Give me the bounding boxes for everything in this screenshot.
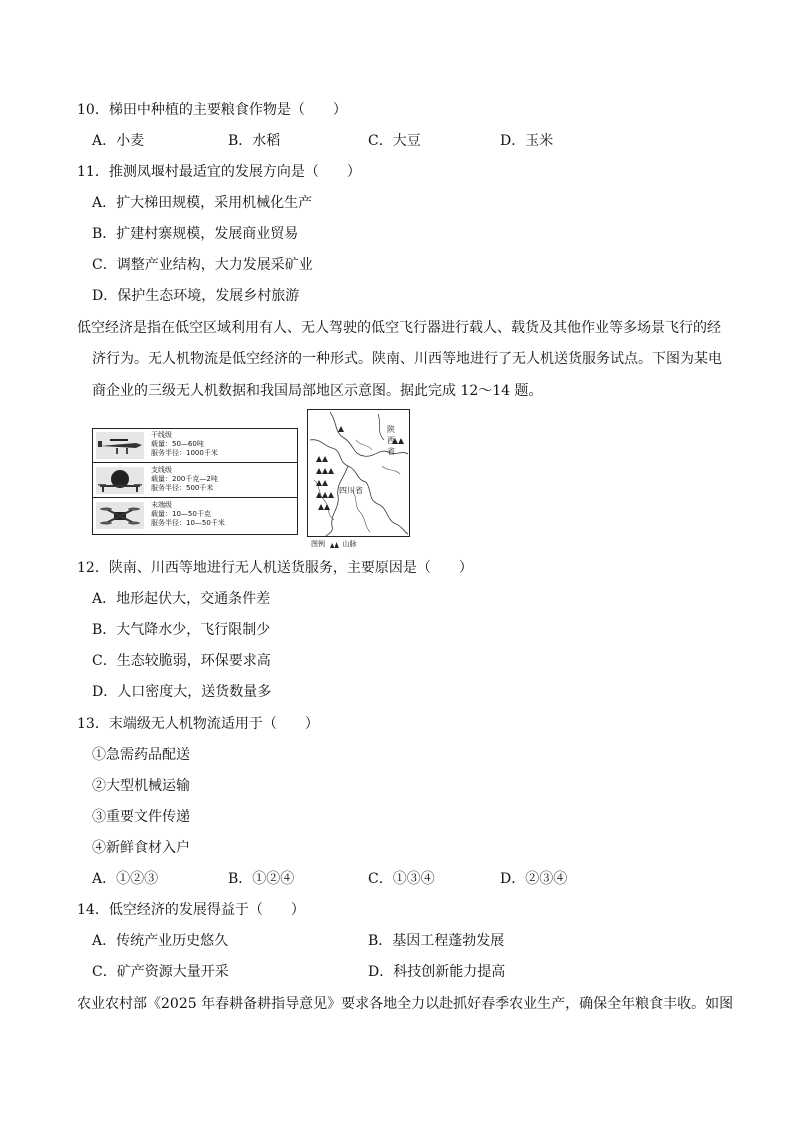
map-label-sichuan: 四川省 [339,486,363,495]
q13-item-1: ①急需药品配送 [92,747,190,763]
q13-option-a[interactable]: A．①②③ [92,871,159,887]
terminal-drone-text [151,501,225,528]
q11-option-a[interactable]: A．扩大梯田规模，采用机械化生产 [92,195,313,211]
tail-line-1: 农业农村部《2025 年春耕备耕指导意见》要求各地全力以赴抓好春季农业生产，确保全年粮食丰收。如图 [77,996,734,1012]
q13-item-2: ②大型机械运输 [92,778,190,794]
q10-option-c[interactable]: C．大豆 [368,133,421,149]
q11-stem: 11．推测凤堰村最适宜的发展方向是（ ） [77,164,361,180]
q13-item-4: ④新鲜食材入户 [92,840,190,856]
terminal-drone-image [96,502,144,529]
trunk-drone-image [96,432,144,459]
terminal-drone-radius: 服务半径：10—50千米 [151,519,225,527]
q10-stem: 10．梯田中种植的主要粮食作物是（ ） [77,102,347,118]
q12-stem: 12．陕南、川西等地进行无人机送货服务，主要原因是（ ） [77,560,473,576]
legend-prefix: 图例 [311,540,325,548]
q12-option-d[interactable]: D．人口密度大，送货数量多 [92,684,272,700]
branch-drone-text [151,466,218,493]
q12-option-c[interactable]: C．生态较脆弱，环保要求高 [92,653,271,669]
q13-option-b[interactable]: B．①②④ [228,871,295,887]
q11-option-b[interactable]: B．扩建村寨规模，发展商业贸易 [92,226,299,242]
region-map [307,409,410,537]
q13-item-3: ③重要文件传递 [92,809,190,825]
branch-drone-radius: 服务半径：500千米 [151,484,214,492]
intro-line-1: 低空经济是指在低空区域利用有人、无人驾驶的低空飞行器进行载人、载货及其他作业等多场景飞行的经 [77,320,721,336]
trunk-drone-name: 干线级 [151,431,172,439]
q14-option-d[interactable]: D．科技创新能力提高 [368,964,506,980]
trunk-drone-radius: 服务半径：1000千米 [151,449,218,457]
q10-option-b[interactable]: B．水稻 [228,133,281,149]
mountain-legend-icon [330,541,339,548]
q11-option-c[interactable]: C．调整产业结构，大力发展采矿业 [92,257,313,273]
q10-option-a[interactable]: A．小麦 [92,133,145,149]
q13-stem: 13．末端级无人机物流适用于（ ） [77,716,319,732]
trunk-drone-text [151,431,218,458]
branch-drone-name: 支线级 [151,466,172,474]
q14-option-b[interactable]: B．基因工程蓬勃发展 [368,933,505,949]
q10-option-d[interactable]: D．玉米 [500,133,554,149]
q13-option-d[interactable]: D．②③④ [500,871,568,887]
q11-option-d[interactable]: D．保护生态环境，发展乡村旅游 [92,288,300,304]
q14-stem: 14．低空经济的发展得益于（ ） [77,902,305,918]
drone-data-table [92,428,298,535]
q12-option-b[interactable]: B．大气降水少，飞行限制少 [92,622,271,638]
q14-option-c[interactable]: C．矿产资源大量开采 [92,964,229,980]
drone-row-branch [93,464,297,498]
terminal-drone-name: 末端级 [151,501,172,509]
drone-and-map-figure [92,409,412,552]
drone-row-trunk [93,429,297,463]
q14-option-a[interactable]: A．传统产业历史悠久 [92,933,229,949]
drone-row-terminal [93,499,297,532]
intro-line-3: 商企业的三级无人机数据和我国局部地区示意图。据此完成 12～14 题。 [92,383,543,399]
branch-drone-load: 载量：200千克—2吨 [151,475,218,483]
legend-item: 山脉 [342,540,357,548]
q12-option-a[interactable]: A．地形起伏大，交通条件差 [92,591,271,607]
branch-drone-image [96,467,144,494]
intro-line-2: 济行为。无人机物流是低空经济的一种形式。陕南、川西等地进行了无人机送货服务试点。下图为某电 [92,351,722,367]
terminal-drone-load: 载量：10—50千克 [151,510,211,518]
q13-option-c[interactable]: C．①③④ [368,871,435,887]
trunk-drone-load: 载量：50—60吨 [151,440,204,448]
map-legend [311,540,356,549]
map-label-shaanxi: 陕西省 [387,425,395,456]
